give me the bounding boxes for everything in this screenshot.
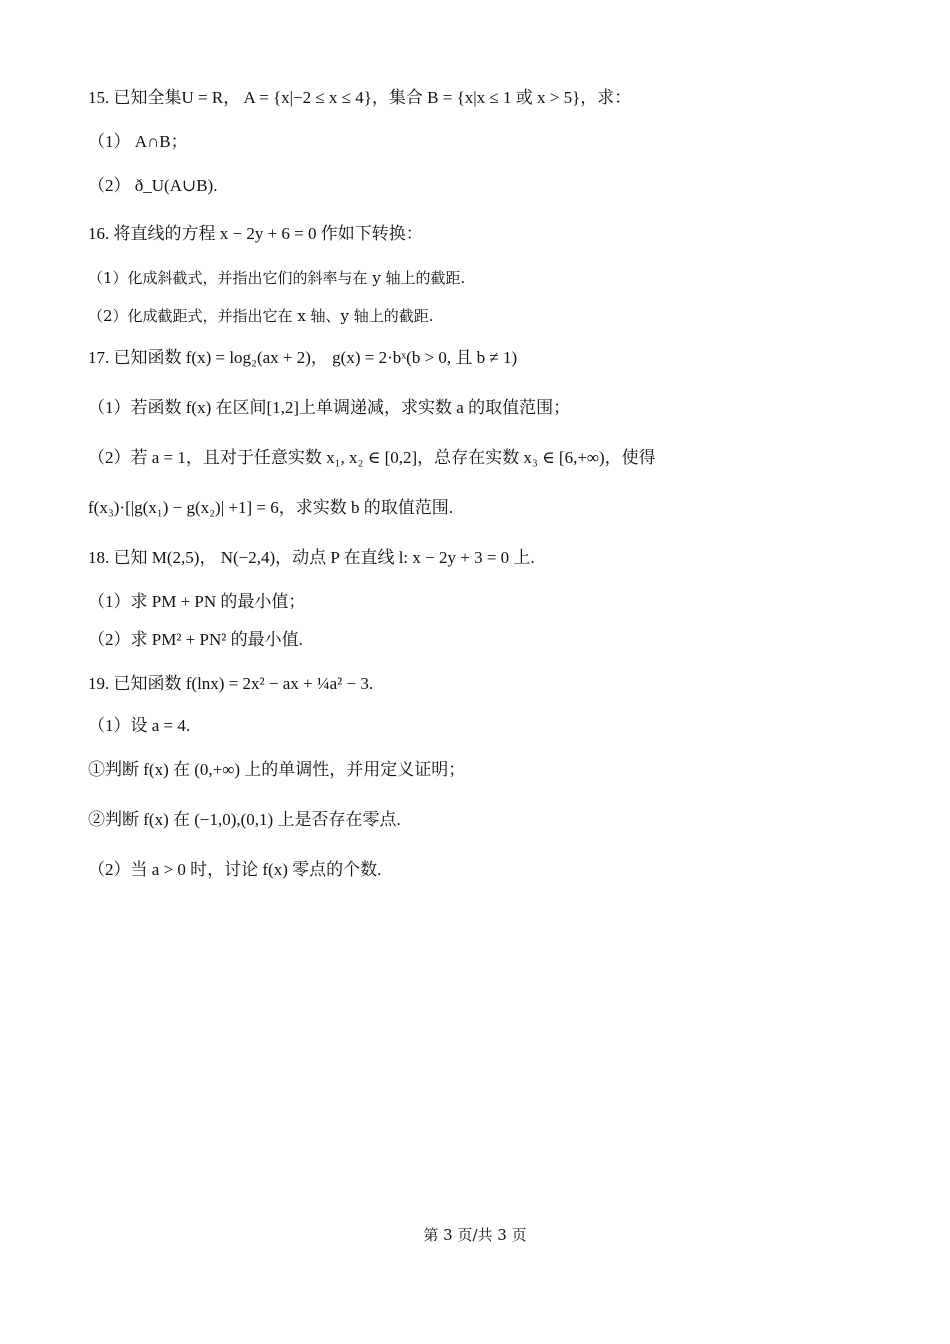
- problem-19-part-1: （1）设 a = 4.: [88, 716, 191, 735]
- problem-17-part-1: （1）若函数 f(x) 在区间[1,2]上单调递减，求实数 a 的取值范围；: [88, 398, 571, 417]
- problem-15-part-2: （2） ð_U(A∪B).: [88, 176, 218, 195]
- problem-16-stem: 16. 将直线的方程 x − 2y + 6 = 0 作如下转换：: [88, 224, 423, 243]
- problem-19-item-1: ①判断 f(x) 在 (0,+∞) 上的单调性，并用定义证明；: [88, 760, 466, 779]
- problem-18-part-1: （1）求 PM + PN 的最小值；: [88, 592, 306, 611]
- problem-19-item-2: ②判断 f(x) 在 (−1,0),(0,1) 上是否存在零点.: [88, 810, 401, 829]
- problem-16-part-1: （1）化成斜截式，并指出它们的斜率与在 y 轴上的截距.: [88, 269, 466, 287]
- problem-18-stem: 18. 已知 M(2,5)， N(−2,4)，动点 P 在直线 l: x − 2y + 3 = 0 上.: [88, 548, 535, 567]
- problem-17-part-2-cont: f(x₃)·[|g(x₁) − g(x₂)| +1] = 6，求实数 b 的取值范围.: [88, 498, 453, 517]
- problem-17-stem: 17. 已知函数 f(x) = log₂(ax + 2)， g(x) = 2·bˣ(b > 0, 且 b ≠ 1): [88, 348, 518, 367]
- problem-17-part-2: （2）若 a = 1，且对于任意实数 x₁, x₂ ∈ [0,2]，总存在实数 x₃ ∈ [6,+∞)，使得: [88, 448, 656, 467]
- problem-16-part-2: （2）化成截距式，并指出它在 x 轴、y 轴上的截距.: [88, 307, 434, 325]
- page-footer: 第 3 页/共 3 页: [423, 1226, 527, 1244]
- problem-15-part-1: （1） A∩B；: [88, 132, 188, 151]
- problem-18-part-2: （2）求 PM² + PN² 的最小值.: [88, 630, 303, 649]
- problem-15-stem: 15. 已知全集U = R， A = {x|−2 ≤ x ≤ 4}，集合 B = {x|x ≤ 1 或 x > 5}，求：: [88, 88, 632, 107]
- problem-19-part-2: （2）当 a > 0 时，讨论 f(x) 零点的个数.: [88, 860, 382, 879]
- problem-19-stem: 19. 已知函数 f(lnx) = 2x² − ax + ¼a² − 3.: [88, 674, 374, 693]
